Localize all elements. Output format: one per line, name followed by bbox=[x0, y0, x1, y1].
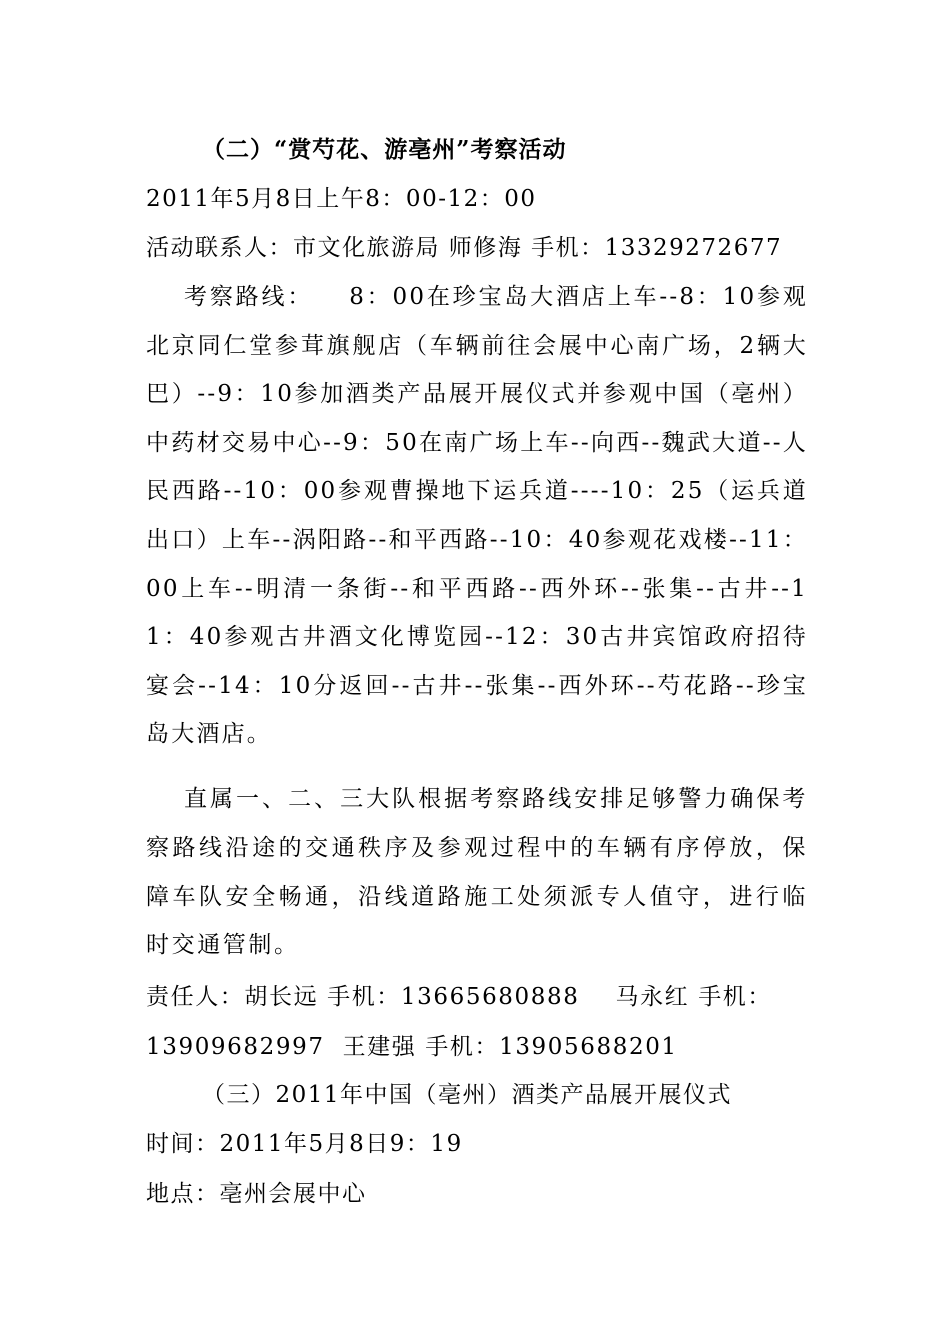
section3-place: 地点：亳州会展中心 bbox=[146, 1181, 367, 1207]
route-text: 8：00在珍宝岛大酒店上车--8：10参观北京同仁堂参茸旗舰店（车辆前往会展中心南广场，2辆大巴）--9：10参加酒类产品展开展仪式并参观中国（亳州）中药材交易中心--9：50在南广场上车--向西--魏武大道--人民西路--10：00参观曹操地下运兵道----10：25（运兵道出口）上车--涡阳路--和平西路--10：40参观花戏楼--11：00上车--明清一条街--和平西路--西外环--张集--古井--11：40参观古井酒文化博览园--12：30古井宾馆政府招待宴会--14：10分返回--古井--张集--西外环--芍花路--珍宝岛大酒店。 bbox=[146, 284, 808, 748]
section2-title: （二）“赏芍花、游亳州”考察活动 bbox=[202, 136, 567, 163]
section2-time: 2011年5月8日上午8：00-12：00 bbox=[146, 186, 537, 212]
responsible-2: 马永红 手机： bbox=[615, 984, 772, 1010]
section3-time: 时间：2011年5月8日9：19 bbox=[146, 1131, 463, 1157]
responsible-line-1 bbox=[146, 972, 808, 1022]
section2-duty: 直属一、二、三大队根据考察路线安排足够警力确保考察路线沿途的交通秩序及参观过程中的车辆有序停放，保障车队安全畅通，沿线道路施工处须派专人值守，进行临时交通管制。 bbox=[146, 786, 808, 959]
section2-contact: 活动联系人：市文化旅游局 师修海 手机：13329272677 bbox=[146, 235, 783, 261]
responsible-3: 王建强 手机：13905688201 bbox=[342, 1034, 678, 1060]
section2-route bbox=[146, 273, 808, 759]
responsible-line-2 bbox=[146, 1022, 808, 1072]
route-label: 考察路线： bbox=[184, 284, 314, 310]
section2-responsible bbox=[146, 972, 808, 1072]
responsible-2-phone: 13909682997 bbox=[146, 1034, 325, 1060]
responsible-1: 责任人：胡长远 手机：13665680888 bbox=[146, 984, 580, 1010]
section3-title: （三）2011年中国（亳州）酒类产品展开展仪式 bbox=[202, 1082, 733, 1108]
